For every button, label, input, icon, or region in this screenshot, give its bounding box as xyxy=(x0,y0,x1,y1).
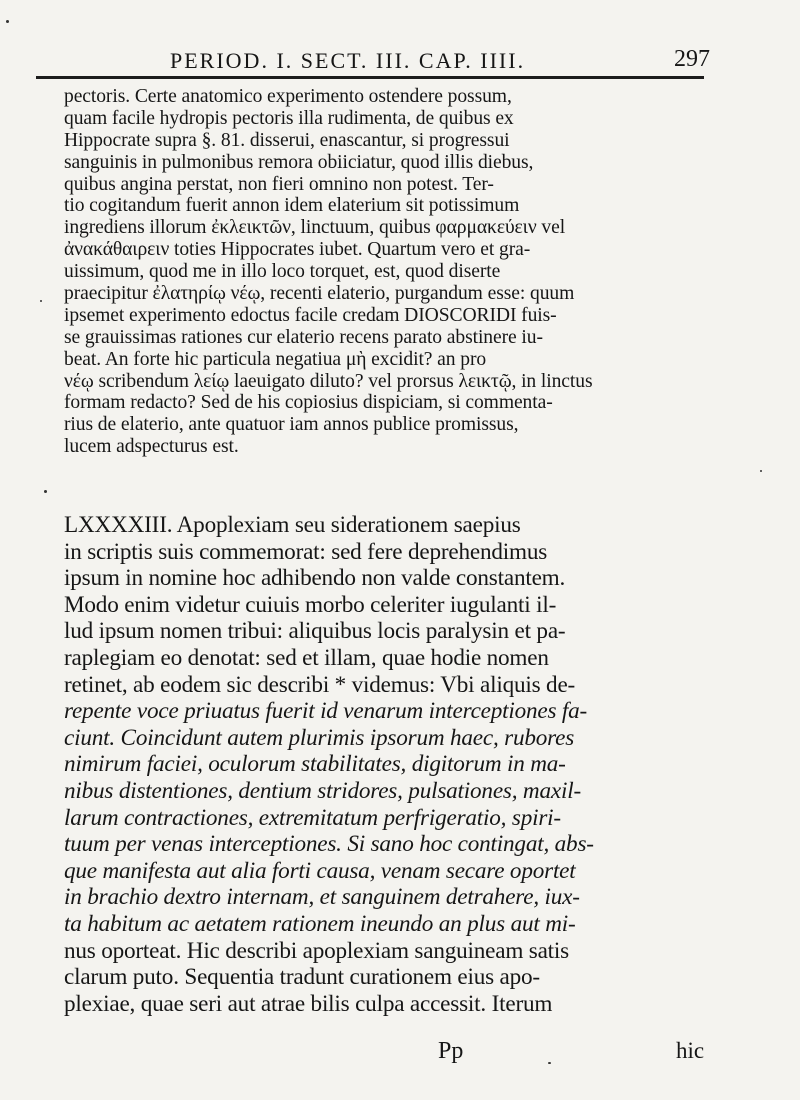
text-line: in brachio dextro internam, et sanguinem detrahere, iux- xyxy=(64,884,580,911)
page-number: 297 xyxy=(674,46,710,72)
text-line: lucem adspecturus est. xyxy=(64,436,239,458)
text-line: tuum per venas interceptiones. Si sano hoc contingat, abs- xyxy=(64,831,594,858)
text-line: praecipitur ἐλατηρίῳ νέῳ, recenti elaterio, purgandum esse: quum xyxy=(64,283,575,305)
text-line: nus oporteat. Hic describi apoplexiam sanguineam satis xyxy=(64,937,569,964)
ink-speck xyxy=(44,490,47,493)
text-line: nibus distentiones, dentium stridores, pulsationes, maxil- xyxy=(64,777,581,804)
text-line: beat. An forte hic particula negatiua μὴ excidit? an pro xyxy=(64,348,487,370)
text-line: ta habitum ac aetatem rationem ineundo an plus aut mi- xyxy=(64,910,576,937)
text-line: ingrediens illorum ἐκλεικτῶν, linctuum, quibus φαρμακεύειν vel xyxy=(64,217,566,239)
text-line: nimirum faciei, oculorum stabilitates, digitorum in ma- xyxy=(64,751,566,778)
text-line: sanguinis in pulmonibus remora obiiciatur, quod illis diebus, xyxy=(64,151,534,173)
text-line: ciunt. Coincidunt autem plurimis ipsorum haec, rubores xyxy=(64,724,575,751)
text-line: uissimum, quod me in illo loco torquet, est, quod diserte xyxy=(64,261,501,283)
running-head-title: PERIOD. I. SECT. III. CAP. IIII. xyxy=(170,48,526,73)
section-paragraph xyxy=(64,512,706,1017)
ink-speck xyxy=(548,1062,551,1064)
text-line: que manifesta aut alia forti causa, venam secare oportet xyxy=(64,857,576,884)
running-head xyxy=(170,42,710,76)
text-line: ipsum in nomine hoc adhibendo non valde constantem. xyxy=(64,565,566,592)
text-line: plexiae, quae seri aut atrae bilis culpa accessit. Iterum xyxy=(64,990,553,1017)
text-line: in scriptis suis commemorat: sed fere deprehendimus xyxy=(64,538,548,565)
text-line: rius de elaterio, ante quatuor iam annos publice promissus, xyxy=(64,414,519,436)
text-line: larum contractiones, extremitatum perfrigeratio, spiri- xyxy=(64,804,561,831)
text-line: clarum puto. Sequentia tradunt curationem eius apo- xyxy=(64,964,540,991)
text-line: ἀνακάθαιρειν toties Hippocrates iubet. Quartum vero et gra- xyxy=(64,239,531,261)
header-rule xyxy=(36,76,704,79)
text-line: lud ipsum nomen tribui: aliquibus locis paralysin et pa- xyxy=(64,618,566,645)
text-line: ipsemet experimento edoctus facile credam DIOSCORIDI fuis- xyxy=(64,304,557,326)
text-line: retinet, ab eodem sic describi * videmus: Vbi aliquis de- xyxy=(64,671,576,698)
text-line: pectoris. Certe anatomico experimento ostendere possum, xyxy=(64,86,512,107)
ink-speck xyxy=(40,300,42,302)
text-line: repente voce priuatus fuerit id venarum interceptiones fa- xyxy=(64,698,588,725)
text-line: LXXXXIII. Apoplexiam seu siderationem saepius xyxy=(64,512,521,538)
text-line: νέῳ scribendum λείῳ laeuigato diluto? vel prorsus λεικτῷ, in linctus xyxy=(64,370,593,392)
catchword: hic xyxy=(676,1038,705,1063)
text-line: formam redacto? Sed de his copiosius dispiciam, si commenta- xyxy=(64,392,553,414)
ink-speck xyxy=(6,20,9,23)
text-line: Modo enim videtur cuiuis morbo celeriter iugulanti il- xyxy=(64,591,557,618)
ink-speck xyxy=(760,470,762,472)
signature-mark: Pp xyxy=(438,1038,464,1064)
continued-paragraph xyxy=(64,86,704,458)
text-line: quam facile hydropis pectoris illa rudimenta, de quibus ex xyxy=(64,107,514,129)
text-line: raplegiam eo denotat: sed et illam, quae hodie nomen xyxy=(64,644,549,671)
text-line: tio cogitandum fuerit annon idem elaterium sit potissimum xyxy=(64,195,520,217)
text-line: se grauissimas rationes cur elaterio recens parato abstinere iu- xyxy=(64,326,543,348)
text-line: quibus angina perstat, non fieri omnino non potest. Ter- xyxy=(64,173,494,195)
page-footer xyxy=(0,1038,800,1072)
text-line: Hippocrate supra §. 81. disserui, enascantur, si progressui xyxy=(64,129,510,151)
